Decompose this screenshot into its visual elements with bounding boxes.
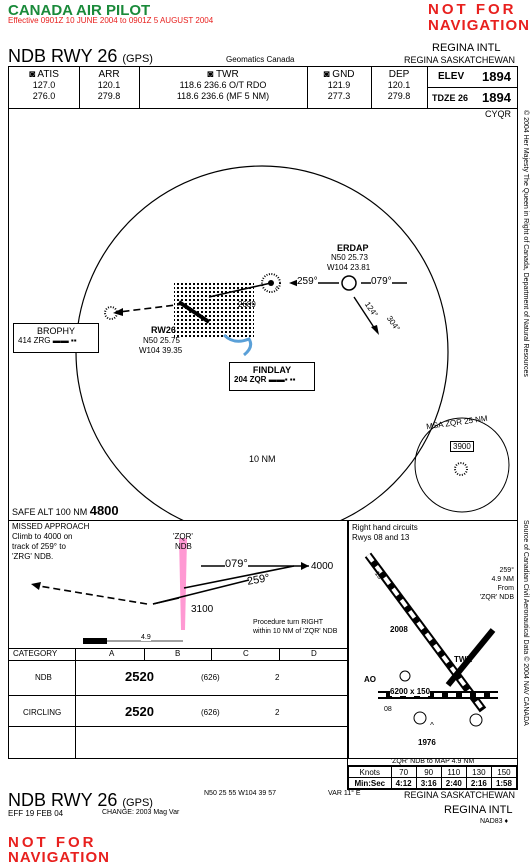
copyright-vertical: © 2004 Her Majesty The Queen in Right of Canada, Department of Natural Resources [522,110,529,377]
distance-label: 4.9 [141,634,151,641]
brophy-name: BROPHY [36,326,75,336]
time-cell: 2:40 [441,778,466,789]
footer-airport: REGINA INTL [444,804,513,816]
profile-course-079: 079° [225,558,248,570]
procedure-turn-note-2: within 10 NM of 'ZQR' NDB [253,628,338,635]
erdap-lon: W104 23.81 [327,263,371,272]
footer-change: CHANGE: 2003 Mag Var [102,809,180,816]
obstacle-elevation: 2689 [238,300,256,309]
not-for-navigation-bottom: NOT FOR [8,834,97,851]
atis-freq-1: 127.0 [32,80,56,90]
brophy-freq: 414 ZRG ▬▬ ▪▪ [18,336,77,345]
elevation-1976: 1976 [418,738,436,747]
procedure-turn-arrow [371,325,379,335]
missed-approach-profile [39,586,147,604]
phone-icon: ◙ [323,69,330,80]
circuit-note: Right hand circuits Rwys 08 and 13 [352,523,418,542]
msa-label: MSA ZQR 25 NM [425,413,489,432]
beacon-icon [400,671,410,681]
tower-label: TWR [454,655,473,664]
time-cell: 4:12 [391,778,416,789]
ao-label: AO [364,675,376,684]
minima-row [9,696,348,727]
plan-view [8,107,518,521]
rw-name: RW26 [151,325,176,335]
arr-freq-2: 279.8 [97,91,121,101]
knots-cell: 70 [391,767,416,778]
obstacle-icon: ^ [275,285,279,294]
course-124-label: 124° [362,300,380,319]
morse-icon: ▬▬▪ ▪▪ [268,375,296,384]
gnd-freq-1: 121.9 [327,80,351,90]
course-304-label: 304° [384,314,402,333]
minima-row [9,661,348,696]
phone-icon: ◙ [207,69,214,80]
profile-course-259: 259° [246,572,271,588]
category-header: CATEGORY [13,649,58,658]
zqr-ndb-label: NDB [175,542,192,551]
airport-location: REGINA SASKATCHEWAN [404,55,516,65]
gnd-label: ◙ GND [323,69,355,80]
water-feature [224,335,251,355]
obstacle-icon: ^ [430,721,434,730]
erdap-fix-icon [342,276,356,290]
rw-lat: N50 25.75 [143,336,180,345]
findlay-ndb-center [268,280,274,286]
row-visibility: 2 [275,673,280,682]
rw-lon: W104 39.35 [139,346,183,355]
dep-freq-2: 279.8 [387,91,411,101]
procedure-title: NDB RWY 26 (GPS) [8,46,153,66]
arr-cell [79,67,140,108]
findlay-name: FINDLAY [252,365,292,375]
atis-label: ◙ ATIS [29,69,59,80]
vasis-icon [470,714,482,726]
arr-label: ARR [98,69,120,80]
safe-alt: SAFE ALT 100 NM 4800 [12,503,119,518]
elev-label: ELEV [438,71,465,82]
cat-b-header: B [175,649,181,658]
runway-dimensions: 6200 x 150 [390,687,431,696]
zqr-label: 'ZQR' [173,532,193,541]
footer-page: NAD83 ♦ [480,818,509,825]
footer-coordinates: N50 25 55 W104 39 57 [204,790,276,797]
tdze-box [428,88,517,108]
atis-cell [9,67,80,108]
row-visibility: 2 [275,708,280,717]
not-for-navigation-bottom-2: NAVIGATION [8,849,110,866]
row-mda: 2520 [125,704,154,719]
elevation-box [428,67,517,88]
knots-label: Knots [349,767,392,778]
row-category: NDB [35,673,52,682]
dep-label: DEP [388,69,410,80]
knots-cell: 110 [441,767,466,778]
ten-nm-ring [76,166,448,520]
minima-section [8,648,349,759]
minima-header [9,648,348,661]
time-cell: 3:16 [416,778,441,789]
twr-freq-1: 118.6 236.6 O/T RDO [179,80,267,90]
course-259-label: 259° [297,276,318,287]
runway-08-label: 08 [384,706,392,713]
phone-icon: ◙ [29,69,36,80]
aerodrome-sketch [347,520,518,759]
msa-ndb-icon [455,463,467,475]
airport-ident: CYQR [484,109,511,119]
twr-label: ◙ TWR [207,69,239,80]
erdap-name: ERDAP [337,243,369,253]
alt-3100: 3100 [191,604,214,615]
minsec-label: Min:Sec [349,778,392,789]
dep-cell [371,67,428,108]
twr-cell [139,67,308,108]
frequency-bar [8,66,518,109]
runway-bar [83,638,107,644]
elev-value: 1894 [482,69,511,84]
row-hat: (626) [201,673,220,682]
ring-label: 10 NM [249,454,276,464]
gnd-cell [307,67,372,108]
agency-label: Geomatics Canada [226,55,295,64]
footer-variation: VAR 11° E [328,790,361,797]
row-hat: (626) [201,708,220,717]
missed-approach-text: MISSED APPROACH Climb to 4000 on track of 259° to 'ZRG' NDB. [12,522,90,561]
timing-grid [348,766,517,789]
findlay-freq: 204 ZQR ▬▬▪ ▪▪ [234,375,296,384]
alt-4000: 4000 [311,561,334,572]
erdap-lat: N50 25.73 [331,253,368,262]
descent-path [153,580,249,604]
publisher-title: CANADA AIR PILOT [8,2,151,19]
timing-table [347,758,518,790]
course-079-label: 079° [371,276,392,287]
airport-name: REGINA INTL [432,42,501,54]
missed-arrow [113,308,123,316]
source-vertical: Source of Canadian Civil Aeronautical Data © 2004 NAV CANADA [522,520,529,726]
knots-cell: 130 [466,767,491,778]
morse-icon: ▬▬ ▪▪ [52,336,77,345]
timing-title: 'ZQR' NDB to MAP 4.9 NM [348,758,517,766]
vasis-icon [414,712,426,724]
row-category: CIRCLING [23,708,62,717]
twr-freq-2: 118.6 236.6 (MF 5 NM) [176,91,270,101]
cat-d-header: D [311,649,317,658]
runway-13-label: 13 [372,570,384,581]
footer-location: REGINA SASKATCHEWAN [404,790,516,800]
footer-title: NDB RWY 26 (GPS) [8,790,153,810]
map-note: 259° 4.9 NM From 'ZQR' NDB [479,567,514,601]
tdze-value: 1894 [482,90,511,105]
msa-circle [415,418,509,512]
procedure-turn-note: Procedure turn RIGHT [253,619,324,626]
profile-view [8,520,349,649]
aerodrome-svg [348,520,517,758]
findlay-box [229,362,315,391]
time-cell: 2:16 [466,778,491,789]
not-for-navigation-top: NOT FOR [428,1,517,18]
missed-arrow-profile [31,582,41,590]
footer-effective: EFF 19 FEB 04 [8,809,64,818]
knots-cell: 150 [491,767,516,778]
outbound-arrow [301,562,309,570]
arr-freq-1: 120.1 [97,80,121,90]
dep-freq-1: 120.1 [387,80,411,90]
brophy-box [13,323,99,353]
effective-dates: Effective 0901Z 10 JUNE 2004 to 0901Z 5 AUGUST 2004 [8,16,214,25]
msa-altitude: 3900 [450,441,474,452]
zqr-cone [179,538,187,630]
atis-freq-2: 276.0 [32,91,56,101]
tdze-label: TDZE 26 [432,93,469,103]
elevation-2008: 2008 [390,625,408,634]
knots-cell: 90 [416,767,441,778]
not-for-navigation-top-2: NAVIGATION [428,17,530,34]
cat-a-header: A [109,649,115,658]
gnd-freq-2: 277.3 [327,91,351,101]
time-cell: 1:58 [491,778,516,789]
cat-c-header: C [243,649,249,658]
row-mda: 2520 [125,669,154,684]
